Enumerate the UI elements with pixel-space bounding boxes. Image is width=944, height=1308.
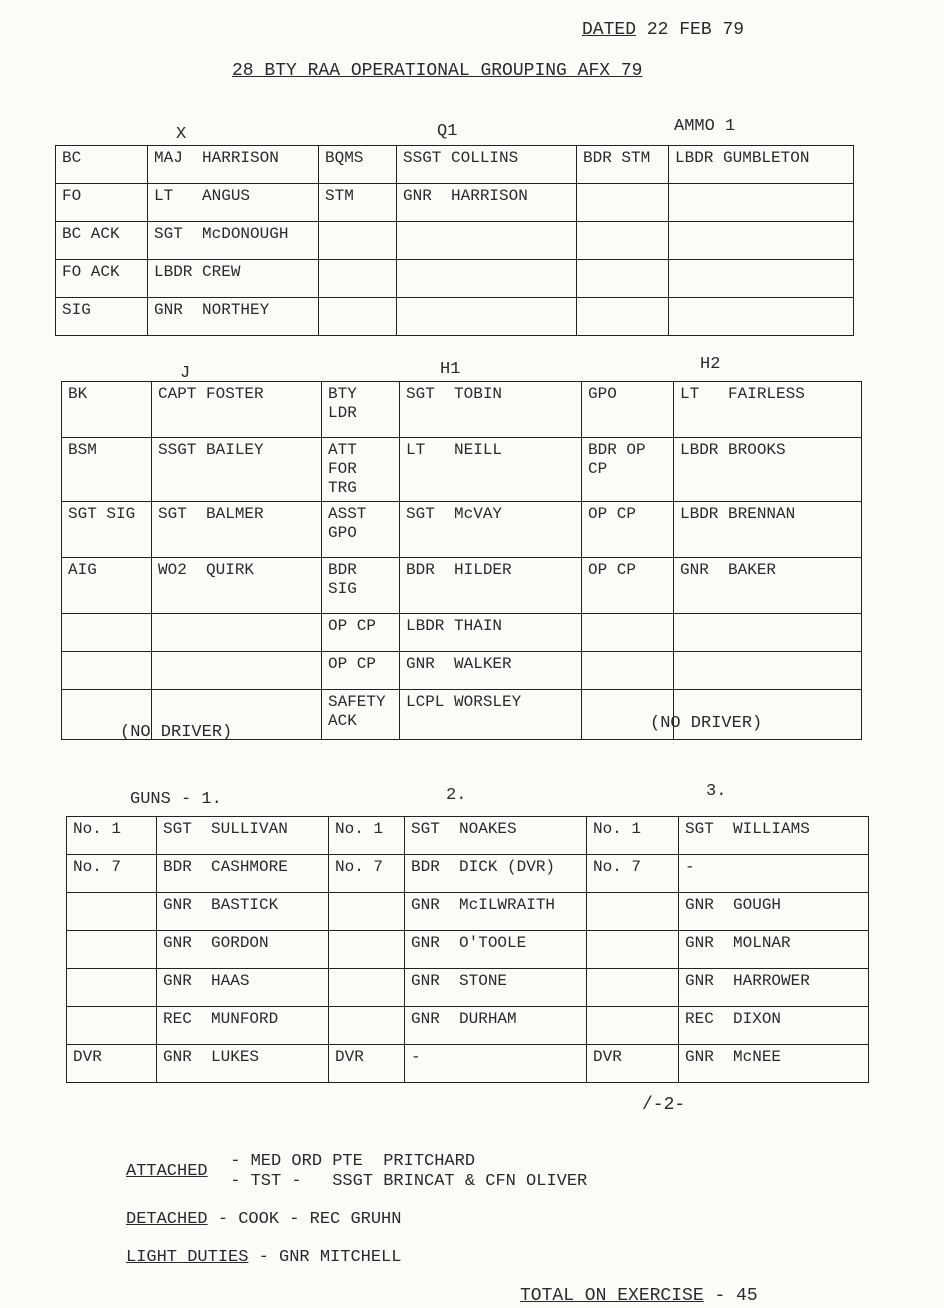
total-line — [520, 1286, 758, 1306]
dated-value: 22 FEB 79 — [646, 20, 745, 40]
name-cell: REC MUNFORD — [157, 1007, 329, 1045]
name-cell — [669, 298, 854, 336]
role-cell — [587, 931, 679, 969]
name-cell — [397, 260, 577, 298]
name-cell: LT ANGUS — [148, 184, 319, 222]
name-cell: REC DIXON — [679, 1007, 869, 1045]
name-cell: LBDR BRENNAN — [674, 502, 862, 558]
name-cell: GNR O'TOOLE — [405, 931, 587, 969]
name-cell: WO2 QUIRK — [152, 558, 322, 614]
group-label-guns-1: GUNS - 1. — [130, 790, 222, 809]
name-cell — [674, 652, 862, 690]
name-cell: GNR DURHAM — [405, 1007, 587, 1045]
name-cell — [669, 260, 854, 298]
role-cell: DVR — [329, 1045, 405, 1083]
role-cell — [319, 222, 397, 260]
name-cell: CAPT FOSTER — [152, 382, 322, 438]
name-cell: GNR HAAS — [157, 969, 329, 1007]
group-label-x: X — [176, 125, 187, 144]
group-label-q1: Q1 — [437, 122, 458, 141]
name-cell — [152, 614, 322, 652]
attached-line-2: - TST - SSGT BRINCAT & CFN OLIVER — [220, 1172, 588, 1191]
role-cell: SGT SIG — [62, 502, 152, 558]
no-driver-left: (NO DRIVER) — [120, 723, 233, 742]
name-cell: GNR NORTHEY — [148, 298, 319, 336]
role-cell — [587, 893, 679, 931]
role-cell: ATT FOR TRG — [322, 438, 400, 502]
name-cell: LBDR GUMBLETON — [669, 146, 854, 184]
name-cell: GNR HARROWER — [679, 969, 869, 1007]
name-cell: LBDR CREW — [148, 260, 319, 298]
table-row — [56, 222, 854, 260]
name-cell: LBDR THAIN — [400, 614, 582, 652]
role-cell: BC ACK — [56, 222, 148, 260]
role-cell: No. 7 — [587, 855, 679, 893]
role-cell — [67, 969, 157, 1007]
name-cell: GNR McILWRAITH — [405, 893, 587, 931]
role-cell: OP CP — [322, 614, 400, 652]
battery-hq-table — [55, 145, 854, 336]
name-cell: SGT NOAKES — [405, 817, 587, 855]
page-title: 28 BTY RAA OPERATIONAL GROUPING AFX 79 — [232, 61, 643, 81]
role-cell: BSM — [62, 438, 152, 502]
group-label-j: J — [180, 364, 191, 383]
guns-table — [66, 816, 869, 1083]
table-row — [67, 817, 869, 855]
role-cell: GPO — [582, 382, 674, 438]
table-row — [62, 558, 862, 614]
name-cell: GNR MOLNAR — [679, 931, 869, 969]
role-cell: BC — [56, 146, 148, 184]
table-row — [62, 652, 862, 690]
table-row — [62, 438, 862, 502]
name-cell: SGT SULLIVAN — [157, 817, 329, 855]
table-row — [67, 931, 869, 969]
name-cell: SSGT COLLINS — [397, 146, 577, 184]
detached-line — [126, 1210, 401, 1229]
name-cell: MAJ HARRISON — [148, 146, 319, 184]
role-cell — [67, 1007, 157, 1045]
table-row — [67, 893, 869, 931]
role-cell: AIG — [62, 558, 152, 614]
role-cell: BTY LDR — [322, 382, 400, 438]
light-duties-label: LIGHT DUTIES — [126, 1248, 249, 1267]
role-cell — [67, 893, 157, 931]
role-cell: No. 1 — [67, 817, 157, 855]
role-cell — [67, 931, 157, 969]
role-cell: OP CP — [582, 558, 674, 614]
name-cell: GNR GOUGH — [679, 893, 869, 931]
role-cell — [329, 1007, 405, 1045]
table-row — [62, 382, 862, 438]
role-cell: No. 7 — [67, 855, 157, 893]
role-cell — [329, 969, 405, 1007]
name-cell: LT FAIRLESS — [674, 382, 862, 438]
table-row — [56, 260, 854, 298]
name-cell — [397, 222, 577, 260]
command-post-table-body — [62, 382, 862, 740]
role-cell — [319, 298, 397, 336]
role-cell — [582, 614, 674, 652]
name-cell: GNR McNEE — [679, 1045, 869, 1083]
role-cell: FO ACK — [56, 260, 148, 298]
role-cell — [319, 260, 397, 298]
table-row — [67, 1007, 869, 1045]
name-cell: GNR BASTICK — [157, 893, 329, 931]
group-label-ammo1: AMMO 1 — [674, 117, 736, 136]
role-cell: BDR STM — [577, 146, 669, 184]
role-cell: OP CP — [582, 502, 674, 558]
name-cell: BDR HILDER — [400, 558, 582, 614]
role-cell: BQMS — [319, 146, 397, 184]
name-cell: GNR HARRISON — [397, 184, 577, 222]
group-label-guns-2: 2. — [446, 786, 467, 805]
light-duties-line — [126, 1248, 401, 1267]
name-cell: LBDR BROOKS — [674, 438, 862, 502]
table-row — [67, 855, 869, 893]
name-cell — [397, 298, 577, 336]
name-cell: LCPL WORSLEY — [400, 690, 582, 740]
name-cell — [152, 652, 322, 690]
table-row — [62, 502, 862, 558]
detached-label: DETACHED — [126, 1210, 208, 1229]
name-cell: GNR WALKER — [400, 652, 582, 690]
group-label-guns-3: 3. — [706, 782, 727, 801]
no-driver-right: (NO DRIVER) — [650, 714, 763, 733]
name-cell: GNR BAKER — [674, 558, 862, 614]
attached-line-1: - MED ORD PTE PRITCHARD — [220, 1152, 476, 1171]
table-row — [56, 146, 854, 184]
role-cell: STM — [319, 184, 397, 222]
role-cell: SAFETY ACK — [322, 690, 400, 740]
table-row — [67, 969, 869, 1007]
dated-label: DATED — [582, 20, 637, 40]
group-label-h2: H2 — [700, 355, 721, 374]
name-cell — [669, 184, 854, 222]
role-cell: FO — [56, 184, 148, 222]
role-cell: BDR SIG — [322, 558, 400, 614]
attached-label: ATTACHED — [126, 1162, 208, 1181]
name-cell — [669, 222, 854, 260]
name-cell: - — [405, 1045, 587, 1083]
role-cell: No. 1 — [329, 817, 405, 855]
role-cell: BK — [62, 382, 152, 438]
role-cell: DVR — [587, 1045, 679, 1083]
guns-table-body — [67, 817, 869, 1083]
name-cell: SGT WILLIAMS — [679, 817, 869, 855]
role-cell: No. 7 — [329, 855, 405, 893]
dated-line — [582, 20, 744, 40]
group-label-h1: H1 — [440, 360, 461, 379]
role-cell — [329, 931, 405, 969]
role-cell: No. 1 — [587, 817, 679, 855]
role-cell — [587, 969, 679, 1007]
command-post-table — [61, 381, 862, 740]
name-cell: SGT TOBIN — [400, 382, 582, 438]
name-cell: GNR LUKES — [157, 1045, 329, 1083]
total-value: - 45 — [703, 1286, 758, 1306]
role-cell — [577, 298, 669, 336]
name-cell: SGT McDONOUGH — [148, 222, 319, 260]
name-cell: LT NEILL — [400, 438, 582, 502]
role-cell — [62, 652, 152, 690]
name-cell: BDR CASHMORE — [157, 855, 329, 893]
battery-hq-table-body — [56, 146, 854, 336]
name-cell: SSGT BAILEY — [152, 438, 322, 502]
role-cell — [577, 260, 669, 298]
name-cell: SGT BALMER — [152, 502, 322, 558]
name-cell — [674, 614, 862, 652]
name-cell: GNR GORDON — [157, 931, 329, 969]
role-cell — [577, 184, 669, 222]
table-row — [67, 1045, 869, 1083]
page-marker: /-2- — [642, 1095, 686, 1115]
total-label: TOTAL ON EXERCISE — [520, 1286, 704, 1306]
table-row — [56, 184, 854, 222]
role-cell — [329, 893, 405, 931]
name-cell: BDR DICK (DVR) — [405, 855, 587, 893]
role-cell — [582, 652, 674, 690]
name-cell: - — [679, 855, 869, 893]
name-cell: SGT McVAY — [400, 502, 582, 558]
role-cell: ASST GPO — [322, 502, 400, 558]
table-row — [62, 614, 862, 652]
role-cell: SIG — [56, 298, 148, 336]
role-cell: OP CP — [322, 652, 400, 690]
detached-text: - COOK - REC GRUHN — [207, 1210, 402, 1229]
light-duties-text: - GNR MITCHELL — [248, 1248, 402, 1267]
table-row — [56, 298, 854, 336]
role-cell — [587, 1007, 679, 1045]
role-cell: DVR — [67, 1045, 157, 1083]
role-cell — [62, 614, 152, 652]
role-cell: BDR OP CP — [582, 438, 674, 502]
name-cell: GNR STONE — [405, 969, 587, 1007]
role-cell — [577, 222, 669, 260]
